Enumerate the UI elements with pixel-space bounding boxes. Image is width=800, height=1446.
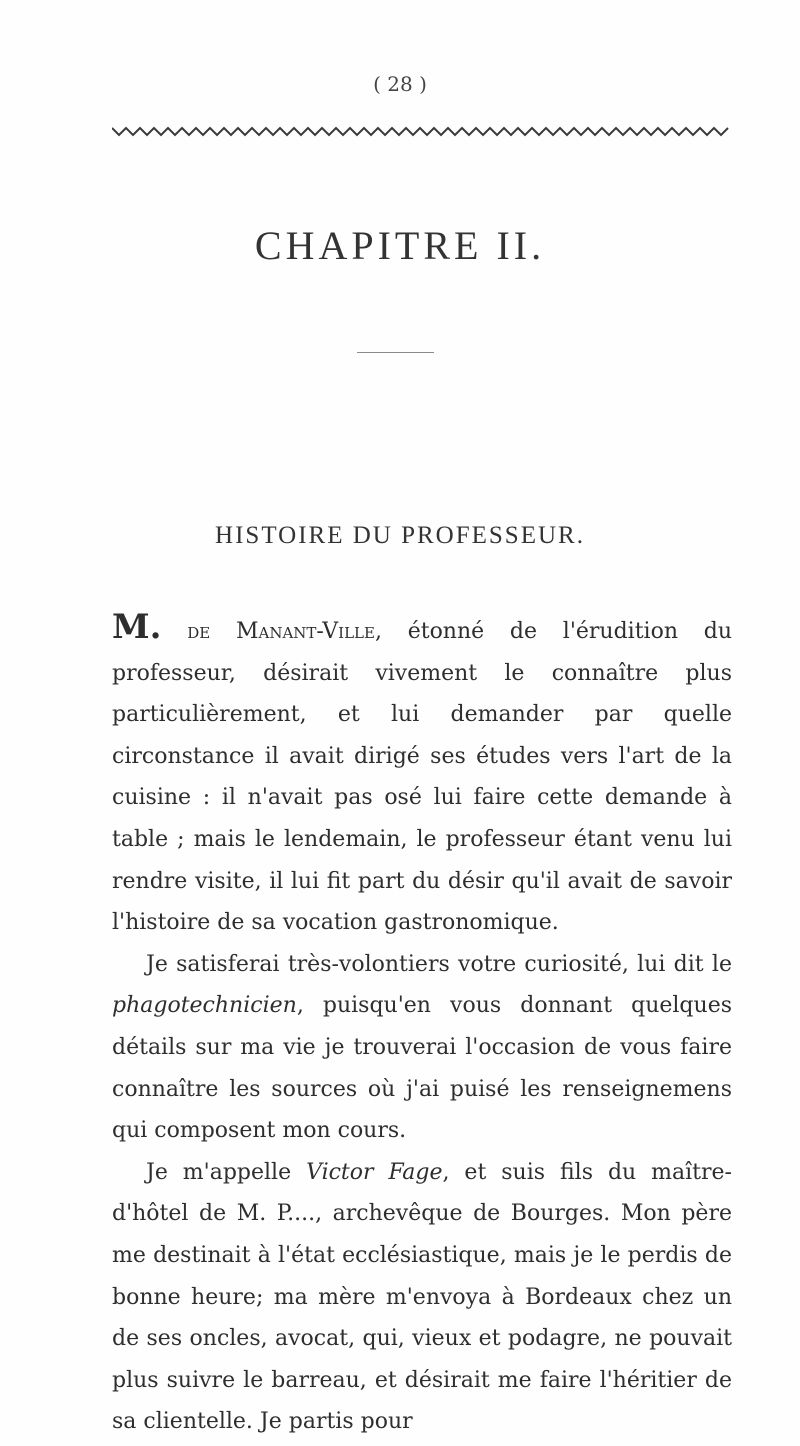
paragraph-3 [112, 1152, 732, 1443]
divider-rule [357, 352, 434, 353]
paragraph-3-before: Je m'appelle [146, 1159, 307, 1185]
page-number: ( 28 ) [373, 72, 427, 96]
paragraph-1 [112, 607, 732, 944]
paragraph-2 [112, 944, 732, 1152]
paragraph-3-italic: Victor Fage [306, 1159, 443, 1185]
paragraph-2-after: , puisqu'en vous donnant quelques détails sur ma vie je trouverai l'occasion de vous faire connaître les sources où j'ai puisé les renseignemens qui composent mon cours. [112, 993, 732, 1144]
paragraph-2-italic: phagotechnicien [112, 993, 297, 1019]
paragraph-2-before: Je satisferai très-volontiers votre curiosité, lui dit le [146, 951, 732, 977]
name-prefix: de [161, 619, 236, 644]
section-title: HISTOIRE DU PROFESSEUR. [215, 522, 585, 549]
character-name: Manant-Ville [235, 619, 375, 644]
paragraph-1-text: , étonné de l'érudition du professeur, désirait vivement le connaître plus particulièrement, et lui demander par quelle circonstance il avait dirigé ses études vers l'art de la cuisine : il n'avait pas osé lui faire cette demande à table ; mais le lendemain, le professeur étant venu lui rendre visite, il lui fit part du désir qu'il avait de savoir l'histoire de sa vocation gastronomique. [112, 619, 732, 936]
drop-cap: M. [112, 607, 162, 647]
paragraph-3-after: , et suis fils du maître-d'hôtel de M. P...., archevêque de Bourges. Mon père me destinait à l'état ecclésiastique, mais je le perdis de bonne heure; ma mère m'envoya à Bordeaux chez un de ses oncles, avocat, qui, vieux et podagre, ne pouvait plus suivre le barreau, et désirait me faire l'héritier de sa clientelle. Je partis pour [112, 1159, 732, 1435]
body-text [112, 607, 732, 1443]
chapter-title: CHAPITRE II. [254, 223, 546, 268]
ornamental-border [112, 124, 732, 138]
